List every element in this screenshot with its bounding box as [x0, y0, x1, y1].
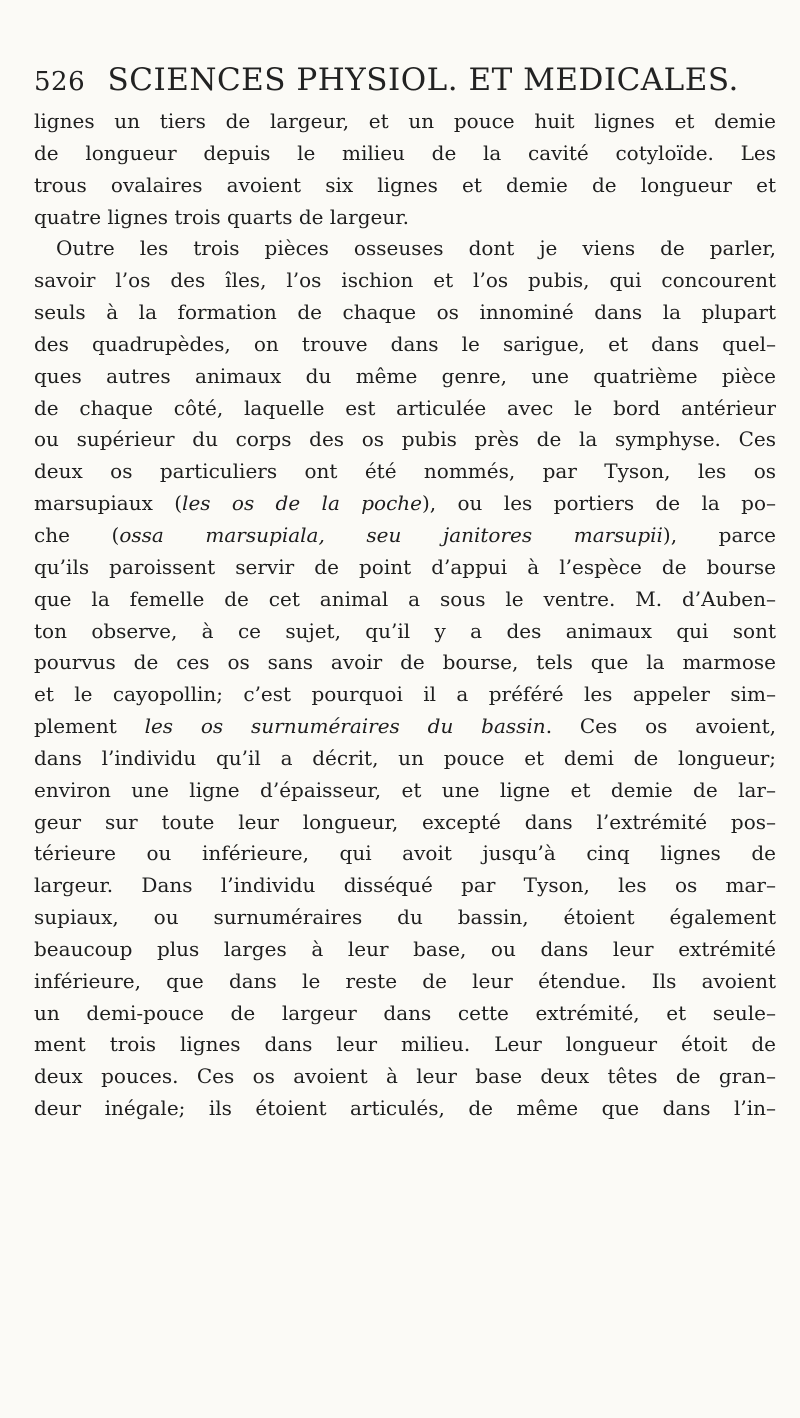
- text-segment: ), ou les portiers de la po–: [422, 491, 776, 516]
- page-number: 526: [34, 67, 86, 97]
- text-line: [34, 552, 776, 584]
- text-line: [34, 998, 776, 1030]
- text-segment: savoir l’os des îles, l’os ischion et l’os pubis, qui concourent: [34, 268, 776, 293]
- text-segment: che (: [34, 522, 120, 547]
- text-line: [34, 838, 776, 870]
- text-segment: deux os particuliers ont été nommés, par Tyson, les os: [34, 459, 776, 484]
- text-line: [34, 1061, 776, 1093]
- text-segment: environ une ligne d’épaisseur, et une ligne et demie de lar–: [34, 777, 776, 802]
- text-line: [34, 488, 776, 520]
- text-segment: inférieure, que dans le reste de leur étendue. Ils avoient: [34, 968, 776, 993]
- text-line: [34, 647, 776, 679]
- italic-text: ossa marsupiala, seu janitores marsupii: [119, 522, 663, 547]
- text-line: [34, 902, 776, 934]
- body-text: [34, 106, 776, 1125]
- text-segment: ton observe, à ce sujet, qu’il y a des animaux qui sont: [34, 618, 776, 643]
- text-segment: dans l’individu qu’il a décrit, un pouce et demi de longueur;: [34, 745, 776, 770]
- text-segment: seuls à la formation de chaque os innominé dans la plupart: [34, 300, 776, 325]
- text-line: [34, 329, 776, 361]
- text-line: [34, 424, 776, 456]
- text-segment: deux pouces. Ces os avoient à leur base deux têtes de gran–: [34, 1064, 776, 1089]
- text-segment: ), parce: [662, 522, 776, 547]
- text-line: [34, 1093, 776, 1125]
- text-line: [34, 393, 776, 425]
- text-segment: qu’ils paroissent servir de point d’appui à l’espèce de bourse: [34, 554, 776, 579]
- text-line: [34, 170, 776, 202]
- text-segment: des quadrupèdes, on trouve dans le sarigue, et dans quel–: [34, 331, 776, 356]
- text-line: [34, 711, 776, 743]
- text-line: [34, 584, 776, 616]
- text-line: [34, 1029, 776, 1061]
- text-segment: de longueur depuis le milieu de la cavité cotyloïde. Les: [34, 140, 776, 165]
- text-segment: geur sur toute leur longueur, excepté dans l’extrémité pos–: [34, 809, 776, 834]
- text-segment: beaucoup plus larges à leur base, ou dans leur extrémité: [34, 936, 776, 961]
- text-line: [34, 297, 776, 329]
- text-line: [34, 616, 776, 648]
- text-line: [34, 679, 776, 711]
- text-segment: térieure ou inférieure, qui avoit jusqu’à cinq lignes de: [34, 841, 776, 866]
- text-line: [34, 520, 776, 552]
- text-segment: marsupiaux (: [34, 491, 183, 516]
- text-segment: ment trois lignes dans leur milieu. Leur longueur étoit de: [34, 1032, 776, 1057]
- text-line: [34, 456, 776, 488]
- text-line: [34, 106, 776, 138]
- running-header: [34, 60, 774, 100]
- italic-text: les os surnuméraires du bassin: [144, 714, 546, 739]
- text-segment: de chaque côté, laquelle est articulée avec le bord antérieur: [34, 395, 776, 420]
- text-segment: . Ces os avoient,: [545, 714, 776, 739]
- running-title: SCIENCES PHYSIOL. ET MEDICALES.: [107, 62, 739, 98]
- text-line: [34, 934, 776, 966]
- text-line: [34, 265, 776, 297]
- text-segment: ques autres animaux du même genre, une quatrième pièce: [34, 363, 776, 388]
- text-line: [34, 870, 776, 902]
- text-segment: supiaux, ou surnuméraires du bassin, étoient également: [34, 905, 776, 930]
- text-line: [34, 138, 776, 170]
- text-segment: pourvus de ces os sans avoir de bourse, tels que la marmose: [34, 650, 776, 675]
- text-segment: quatre lignes trois quarts de largeur.: [34, 204, 409, 229]
- text-segment: Outre les trois pièces osseuses dont je viens de parler,: [56, 236, 776, 261]
- text-segment: que la femelle de cet animal a sous le ventre. M. d’Auben–: [34, 586, 776, 611]
- text-segment: et le cayopollin; c’est pourquoi il a préféré les appeler sim–: [34, 682, 776, 707]
- text-line: [34, 233, 776, 265]
- text-segment: lignes un tiers de largeur, et un pouce huit lignes et demie: [34, 109, 776, 133]
- text-segment: ou supérieur du corps des os pubis près de la symphyse. Ces: [34, 427, 776, 452]
- text-line: [34, 743, 776, 775]
- text-line: [34, 202, 776, 234]
- text-segment: deur inégale; ils étoient articulés, de même que dans l’in–: [34, 1096, 776, 1121]
- text-segment: plement: [34, 714, 145, 739]
- text-line: [34, 807, 776, 839]
- italic-text: les os de la poche: [182, 491, 422, 516]
- text-line: [34, 775, 776, 807]
- text-line: [34, 361, 776, 393]
- text-line: [34, 966, 776, 998]
- text-segment: un demi-pouce de largeur dans cette extrémité, et seule–: [34, 1000, 776, 1025]
- text-segment: largeur. Dans l’individu disséqué par Tyson, les os mar–: [34, 873, 776, 898]
- text-segment: trous ovalaires avoient six lignes et demie de longueur et: [34, 172, 776, 197]
